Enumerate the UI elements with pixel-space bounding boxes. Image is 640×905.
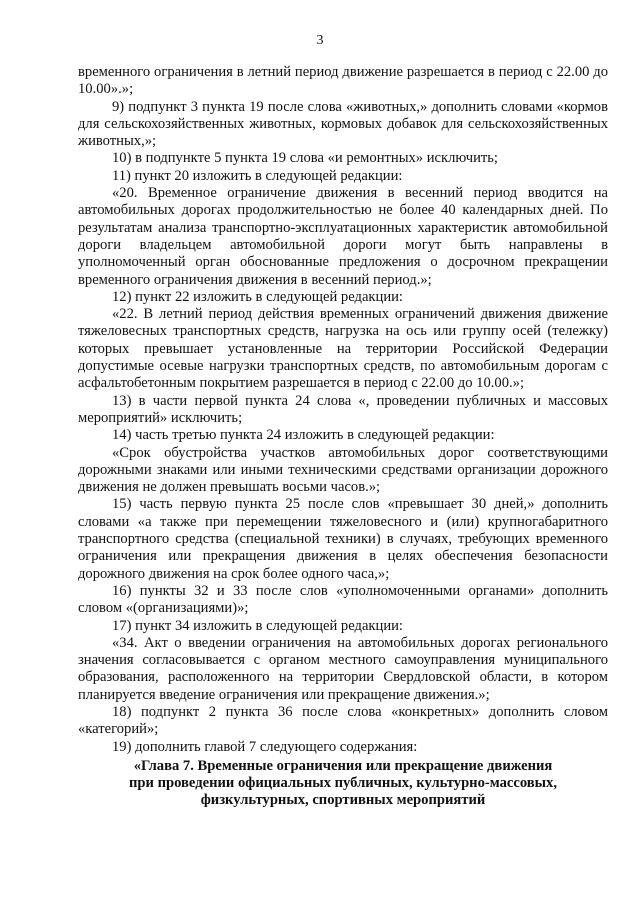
chapter-heading-line-1: «Глава 7. Временные ограничения или прекращение движения	[133, 757, 553, 774]
paragraph-item-12: 12) пункт 22 изложить в следующей редакции:	[112, 288, 403, 305]
paragraph-item-19: 19) дополнить главой 7 следующего содержания:	[112, 738, 418, 755]
chapter-heading-line-3: физкультурных, спортивных мероприятий	[200, 792, 486, 809]
paragraph-clause-34: «34. Акт о введении ограничения на автомобильных дорогах регионального значения согласовывается с органом местного самоуправления муниципального образования, расположенного на территории Свердловской области, в котором планируется введение ограничения или прекращение движения.»;	[78, 634, 608, 703]
paragraph-item-14: 14) часть третью пункта 24 изложить в следующей редакции:	[112, 427, 495, 444]
paragraph-clause-24-part-3: «Срок обустройства участков автомобильных дорог соответствующими дорожными знаками или иными техническими средствами организации дорожного движения не должен превышать восьми часов.»;	[78, 444, 608, 496]
paragraph-clause-22: «22. В летний период действия временных ограничений движения движение тяжеловесных транспортных средств, нагрузка на ось или группу осей (тележку) которых превышает установленные на территории Российской Федерации допустимые осевые нагрузки транспортных средств, по автомобильным дорогам с асфальтобетонным покрытием разрешается в период с 22.00 до 10.00.»;	[78, 306, 608, 392]
paragraph-item-9: 9) подпункт 3 пункта 19 после слова «животных,» дополнить словами «кормов для сельскохозяйственных животных, кормовых добавок для сельскохозяйственных животных,»;	[78, 98, 608, 150]
paragraph-item-17: 17) пункт 34 изложить в следующей редакции:	[112, 617, 403, 634]
paragraph-item-10: 10) в подпункте 5 пункта 19 слова «и ремонтных» исключить;	[112, 150, 498, 167]
paragraph-item-18: 18) подпункт 2 пункта 36 после слова «конкретных» дополнить словом «категорий»;	[78, 703, 608, 738]
chapter-heading-line-2: при проведении официальных публичных, культурно-массовых,	[129, 775, 557, 792]
chapter-heading	[78, 758, 608, 810]
document-body	[78, 64, 608, 810]
paragraph-continuation: временного ограничения в летний период движение разрешается в период с 22.00 до 10.00».»;	[78, 64, 608, 98]
paragraph-item-15: 15) часть первую пункта 25 после слов «превышает 30 дней,» дополнить словами «а также при перемещении тяжеловесного и (или) крупногабаритного транспортного средства (специальной техники) в случаях, требующих временного ограничения или прекращения движения в целях обеспечения безопасности дорожного движения на срок более одного часа,»;	[78, 496, 608, 582]
paragraph-item-13: 13) в части первой пункта 24 слова «, проведении публичных и массовых мероприятий» исключить;	[78, 392, 608, 426]
paragraph-clause-20: «20. Временное ограничение движения в весенний период вводится на автомобильных дорогах продолжительностью не более 40 календарных дней. По результатам анализа транспортно-эксплуатационных характеристик автомобильной дороги владельцем автомобильной дороги могут быть направлены в уполномоченный орган обоснованные предложения о досрочном прекращении временного ограничения движения в весенний период.»;	[78, 185, 608, 288]
paragraph-item-16: 16) пункты 32 и 33 после слов «уполномоченными органами» дополнить словом «(организациями)»;	[78, 582, 608, 617]
paragraph-item-11: 11) пункт 20 изложить в следующей редакции:	[112, 167, 403, 184]
page-number: 3	[316, 33, 324, 48]
